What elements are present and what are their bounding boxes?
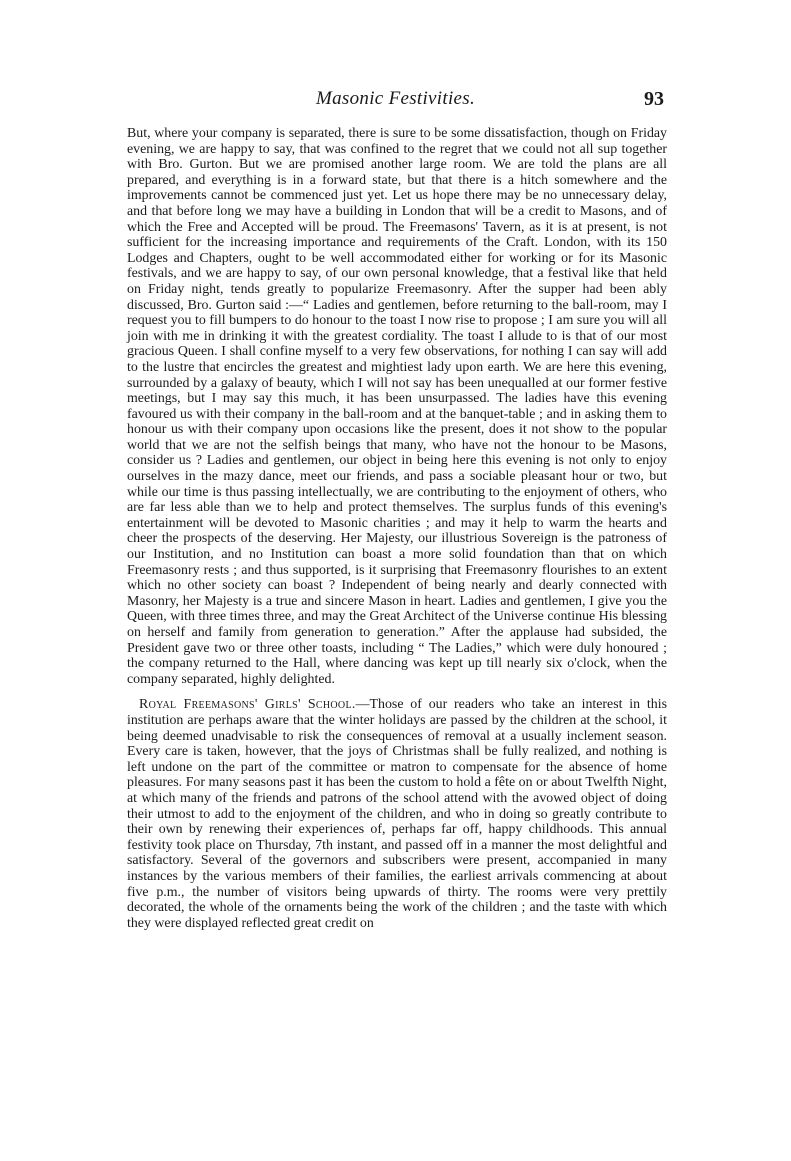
paragraph-festival-speech [127, 126, 667, 687]
section-lead-heading: Royal Freemasons' Girls' School. [139, 697, 356, 713]
running-title: Masonic Festivities. [315, 88, 476, 109]
paragraph-text: But, where your company is separated, there is sure to be some dissatisfaction, though on Friday evening, we are happy to say, that was confined to the regret that we could not all sup together with Bro. Gurton. But we are promised another large room. We are told the plans are all prepared, and everything is in a forward state, but that there is a hitch somewhere and the improvements cannot be commenced just yet. Let us hope there may be no unnecessary delay, and that before long we may have a building in London that will be a credit to Masons, and of which the Free and Accepted will be proud. The Freemasons' Tavern, as it is at present, is not sufficient for the increasing importance and requirements of the Craft. London, with its 150 Lodges and Chapters, ought to be well accommodated either for working or for its Masonic festivals, and we are happy to say, of our own personal knowledge, that a festival like that held on Friday night, tends greatly to popularize Freemasonry. After the supper had been ably discussed, Bro. Gurton said :—“ Ladies and gentlemen, before returning to the ball-room, may I request you to fill bumpers to do honour to the toast I now rise to propose ; I am sure you will all join with me in drinking it with the greatest cordiality. The toast I allude to is that of our most gracious Queen. I shall confine myself to a very few observations, for nothing I can say will add to the lustre that encircles the greatest and mightiest lady upon earth. We are here this evening, surrounded by a galaxy of beauty, which I will not say has been unequalled at our former festive meetings, but I may say this much, it has been unsurpassed. The ladies have this evening favoured us with their company in the ball-room and at the banquet-table ; and in asking them to honour us with their company upon occasions like the present, does it not show to the popular world that we are not the selfish beings that many, who have not the honour to be Masons, consider us ? Ladies and gentlemen, our object in being here this evening is not only to enjoy ourselves in the mazy dance, meet our friends, and pass a sociable pleasant hour or two, but while our time is thus passing intellectually, we are contributing to the enjoyment of others, who are far less able than we to help and protect themselves. The surplus funds of this evening's entertainment will be devoted to Masonic charities ; and may it help to warm the hearts and cheer the prospects of the deserving. Her Majesty, our illustrious Sovereign is the patroness of our Institution, and no Institution can boast a more solid foundation than that on which Freemasonry rests ; and thus supported, is it surprising that Freemasonry flourishes to an extent which no other society can boast ? Independent of being nearly and dearly connected with Masonry, her Majesty is a true and sincere Mason in heart. Ladies and gentlemen, I give you the Queen, with three times three, and may the Great Architect of the Universe continue His blessing on herself and family from generation to generation.” After the applause had subsided, the President gave two or three other toasts, including “ The Ladies,” which were duly honoured ; the company returned to the Hall, where dancing was kept up till nearly six o'clock, when the company separated, highly delighted. [127, 126, 667, 687]
article-body [127, 126, 667, 931]
paragraph-girls-school [127, 697, 667, 931]
paragraph-text: —Those of our readers who take an interest in this institution are perhaps aware that the winter holidays are passed by the children at the school, it being deemed unadvisable to risk the consequences of removal at a usually inclement season. Every care is taken, however, that the joys of Christmas shall be fully realized, and nothing is left undone on the part of the committee or matron to compensate for the absence of home pleasures. For many seasons past it has been the custom to hold a fête on or about Twelfth Night, at which many of the friends and patrons of the school attend with the avowed object of doing their utmost to add to the enjoyment of the children, and who in doing so greatly contribute to their own by renewing their experiences of, perhaps far off, happy childhoods. This annual festivity took place on Thursday, 7th instant, and passed off in a manner the most delightful and satisfactory. Several of the governors and subscribers were present, accompanied in many instances by the various members of their families, the earliest arrivals commencing at about five p.m., the number of visitors being upwards of thirty. The rooms were very prettily decorated, the whole of the ornaments being the work of the children ; and the taste with which they were displayed reflected great credit on [127, 697, 667, 931]
page-number: 93 [644, 88, 664, 110]
running-head [0, 88, 791, 116]
